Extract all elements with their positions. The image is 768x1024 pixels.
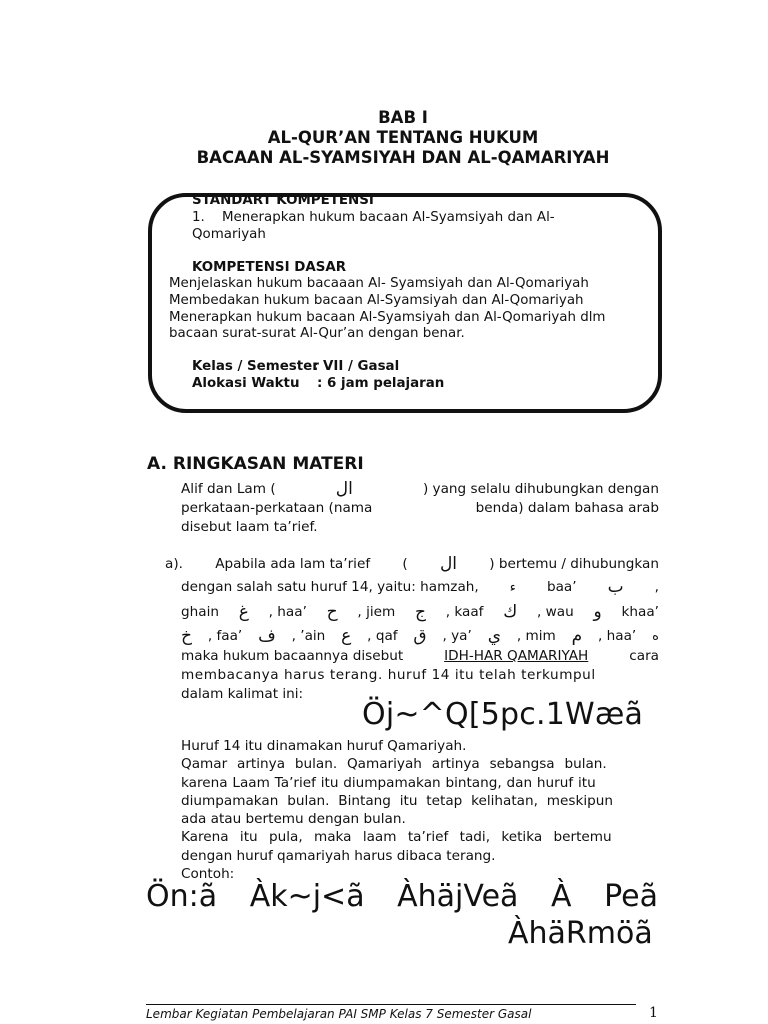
letter-name: , haa’ xyxy=(598,628,637,644)
point-text: ) bertemu / dihubungkan xyxy=(489,556,659,572)
ruling-line-2 xyxy=(181,666,659,685)
point-text: ( xyxy=(402,556,408,572)
arabic-haa-final: ه xyxy=(652,629,659,644)
basic-competency-heading: KOMPETENSI DASAR xyxy=(192,260,347,275)
arabic-wau: و xyxy=(593,602,602,622)
letter-name: baa’ xyxy=(546,579,577,595)
intro-text: benda) dalam bahasa arab xyxy=(475,500,659,516)
arabic-hamzah: ء xyxy=(509,580,516,595)
class-semester-label: Kelas / Semester xyxy=(192,359,319,374)
example-words-line-2: ÀhäRmöã xyxy=(508,916,653,951)
point-a-letters-row-2 xyxy=(181,627,659,646)
arabic-haa: ح xyxy=(326,602,338,622)
arabic-khaa: خ xyxy=(181,626,192,646)
footer-text: Lembar Kegiatan Pembelajaran PAI SMP Kelas 7 Semester Gasal xyxy=(146,1007,532,1021)
standard-item-number: 1. xyxy=(192,210,205,225)
ruling-text: cara xyxy=(629,648,659,664)
letter-name: khaa’ xyxy=(621,604,659,620)
chapter-number: BAB I xyxy=(378,108,428,127)
basic-competency-item: Menjelaskan hukum bacaaan Al- Syamsiyah dan Al-Qomariyah xyxy=(169,276,589,291)
intro-line-2 xyxy=(181,499,659,518)
section-heading: A. RINGKASAN MATERI xyxy=(147,454,364,474)
arabic-jiem: ج xyxy=(415,602,426,622)
explanation-line: Qamar artinya bulan. Qamariyah artinya sebangsa bulan. xyxy=(181,756,607,773)
arabic-qaf: ق xyxy=(413,626,427,646)
time-allocation-label: Alokasi Waktu xyxy=(192,376,300,391)
arabic-faa: ف xyxy=(258,626,276,646)
intro-text: ) yang selalu dihubungkan dengan xyxy=(422,481,659,497)
explanation-line: karena Laam Ta’rief itu diumpamakan bintang, dan huruf itu xyxy=(181,774,596,791)
arabic-alif-lam: ال xyxy=(335,479,353,499)
point-text: dengan salah satu huruf 14, yaitu: hamzah, xyxy=(181,579,479,595)
chapter-title-line-2: BACAAN AL-SYAMSIYAH DAN AL-QAMARIYAH xyxy=(196,148,610,167)
intro-text: Alif dan Lam ( xyxy=(181,481,276,497)
letter-name: , jiem xyxy=(357,604,396,620)
letter-name: ghain xyxy=(181,604,219,620)
example-word: À xyxy=(551,879,572,914)
arabic-ya: ي xyxy=(487,626,501,646)
basic-competency-item: Menerapkan hukum bacaan Al-Syamsiyah dan Al-Qomariyah dlm xyxy=(169,310,606,325)
time-allocation-value: : 6 jam pelajaran xyxy=(317,376,445,391)
standard-item-line-1: Menerapkan hukum bacaan Al-Syamsiyah dan Al- xyxy=(222,210,555,225)
letter-name: , ya’ xyxy=(442,628,472,644)
arabic-mim: م xyxy=(571,626,583,646)
arabic-ain: ع xyxy=(341,626,352,646)
letter-name: , ’ain xyxy=(291,628,326,644)
letter-name: , wau xyxy=(537,604,574,620)
qamariyah-letters-phrase: Öj~^Q[5pc.1Wæã xyxy=(362,697,644,732)
ruling-line-3: dalam kalimat ini: xyxy=(181,686,304,702)
basic-competency-item: bacaan surat-surat Al-Qur’an dengan benar. xyxy=(169,326,465,341)
page-number: 1 xyxy=(649,1005,658,1021)
explanation-paragraph xyxy=(181,737,659,883)
point-a-letters-row-1 xyxy=(181,603,659,622)
letter-name: , haa’ xyxy=(268,604,307,620)
ruling-text: maka hukum bacaannya disebut xyxy=(181,648,404,664)
explanation-line: Karena itu pula, maka laam ta’rief tadi, ketika bertemu xyxy=(181,829,612,846)
chapter-title-block xyxy=(0,108,768,168)
arabic-ghain: غ xyxy=(238,602,249,622)
point-label: a). xyxy=(165,556,183,572)
ruling-text: membacanya harus terang. huruf 14 itu telah terkumpul xyxy=(181,667,596,683)
letter-name: , faa’ xyxy=(207,628,243,644)
chapter-title-line-1: AL-QUR’AN TENTANG HUKUM xyxy=(267,128,539,147)
arabic-alif-lam: ال xyxy=(439,554,458,574)
intro-line-3: disebut laam ta’rief. xyxy=(181,519,318,535)
intro-paragraph xyxy=(181,480,659,537)
explanation-line: ada atau bertemu dengan bulan. xyxy=(181,811,406,828)
explanation-line: diumpamakan bulan. Bintang itu tetap kelihatan, meskipun xyxy=(181,792,613,809)
class-semester-value: : VII / Gasal xyxy=(313,359,400,374)
ruling-term: IDH-HAR QAMARIYAH xyxy=(444,648,589,664)
point-text: Apabila ada lam ta’rief xyxy=(215,556,371,572)
point-a-line-1 xyxy=(165,555,659,574)
example-word: Àk~j<ã xyxy=(249,879,365,914)
ruling-paragraph xyxy=(181,647,659,704)
ruling-line-1 xyxy=(181,647,659,666)
example-words-line-1 xyxy=(146,879,658,914)
letter-name: , mim xyxy=(516,628,556,644)
explanation-line: dengan huruf qamariyah harus dibaca terang. xyxy=(181,847,496,864)
intro-line-1 xyxy=(181,480,659,499)
standard-item-line-2: Qomariyah xyxy=(192,227,266,242)
point-a-line-2 xyxy=(181,578,659,597)
example-word: Peã xyxy=(604,879,658,914)
standard-competency-heading: STANDART KOMPETENSI xyxy=(192,193,374,208)
example-word: Ön:ã xyxy=(146,879,218,914)
footer-divider xyxy=(146,1004,636,1005)
arabic-kaaf: ك xyxy=(503,602,518,622)
letter-name: , kaaf xyxy=(445,604,484,620)
arabic-baa: ب xyxy=(607,577,624,597)
example-word: ÀhäjVeã xyxy=(397,879,519,914)
basic-competency-item: Membedakan hukum bacaan Al-Syamsiyah dan Al-Qomariyah xyxy=(169,293,584,308)
example-label: Contoh: xyxy=(181,866,235,883)
intro-text: perkataan-perkataan (nama xyxy=(181,500,373,516)
letter-name: , qaf xyxy=(367,628,398,644)
point-text: , xyxy=(654,579,659,595)
explanation-line: Huruf 14 itu dinamakan huruf Qamariyah. xyxy=(181,738,467,754)
